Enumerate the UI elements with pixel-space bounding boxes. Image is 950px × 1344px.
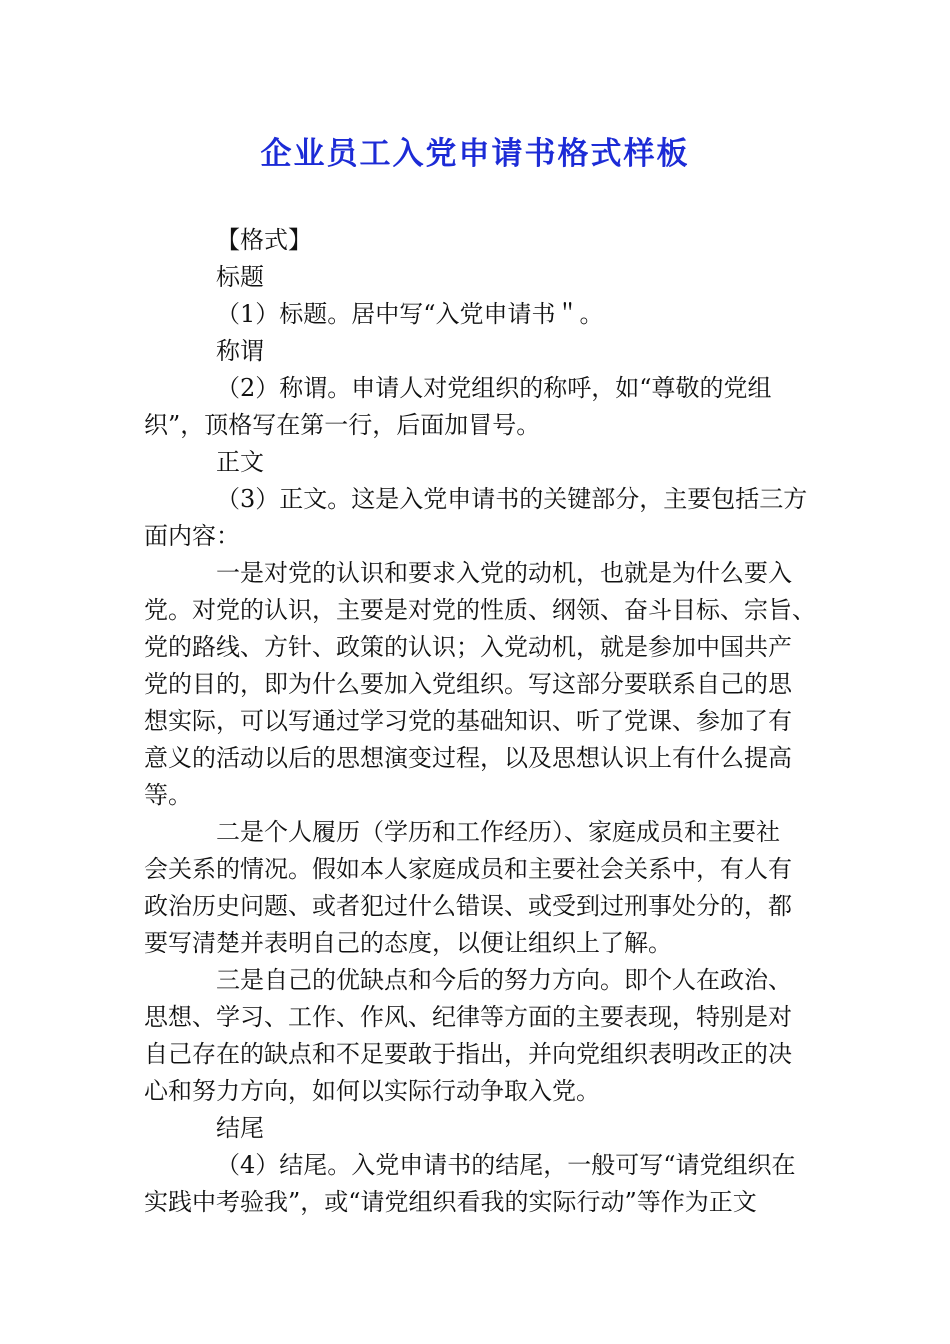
paragraph-line: 会关系的情况。假如本人家庭成员和主要社会关系中，有人有 [144, 855, 792, 883]
document-body [144, 222, 816, 1221]
paragraph-line: 织”，顶格写在第一行，后面加冒号。 [144, 411, 541, 439]
paragraph-line: 想实际，可以写通过学习党的基础知识、听了党课、参加了有 [144, 707, 792, 735]
paragraph-line: （3）正文。这是入党申请书的关键部分，主要包括三方 [216, 485, 808, 513]
paragraph-line: 自己存在的缺点和不足要敢于指出，并向党组织表明改正的决 [144, 1040, 792, 1068]
section-heading-format: 【格式】 [216, 226, 312, 254]
paragraph-line: 党的路线、方针、政策的认识；入党动机，就是参加中国共产 [144, 633, 792, 661]
paragraph-line: 党。对党的认识，主要是对党的性质、纲领、奋斗目标、宗旨、 [144, 596, 816, 624]
paragraph-line: 等。 [144, 781, 192, 809]
paragraph-line: 意义的活动以后的思想演变过程，以及思想认识上有什么提高 [144, 744, 792, 772]
section-label-salutation: 称谓 [216, 337, 264, 365]
paragraph-line: 面内容： [144, 522, 240, 550]
section-label-closing: 结尾 [216, 1114, 264, 1142]
paragraph-line: 政治历史问题、或者犯过什么错误、或受到过刑事处分的，都 [144, 892, 792, 920]
paragraph-line: 党的目的，即为什么要加入党组织。写这部分要联系自己的思 [144, 670, 792, 698]
paragraph-line: 思想、学习、工作、作风、纪律等方面的主要表现，特别是对 [144, 1003, 792, 1031]
paragraph-line: 要写清楚并表明自己的态度，以便让组织上了解。 [144, 929, 672, 957]
paragraph-line: （4）结尾。入党申请书的结尾，一般可写“请党组织在 [216, 1151, 796, 1179]
paragraph-line: 一是对党的认识和要求入党的动机，也就是为什么要入 [216, 559, 792, 587]
paragraph-line: 实践中考验我”，或“请党组织看我的实际行动”等作为正文 [144, 1188, 757, 1216]
section-label-body: 正文 [216, 448, 264, 476]
paragraph-line: 三是自己的优缺点和今后的努力方向。即个人在政治、 [216, 966, 792, 994]
paragraph-line: 心和努力方向，如何以实际行动争取入党。 [144, 1077, 600, 1105]
paragraph-line: （1）标题。居中写“入党申请书＂。 [216, 300, 604, 328]
paragraph-line: （2）称谓。申请人对党组织的称呼，如“尊敬的党组 [216, 374, 772, 402]
section-label-title: 标题 [216, 263, 264, 291]
paragraph-line: 二是个人履历（学历和工作经历）、家庭成员和主要社 [216, 818, 780, 846]
document-title: 企业员工入党申请书格式样板 [260, 136, 690, 172]
